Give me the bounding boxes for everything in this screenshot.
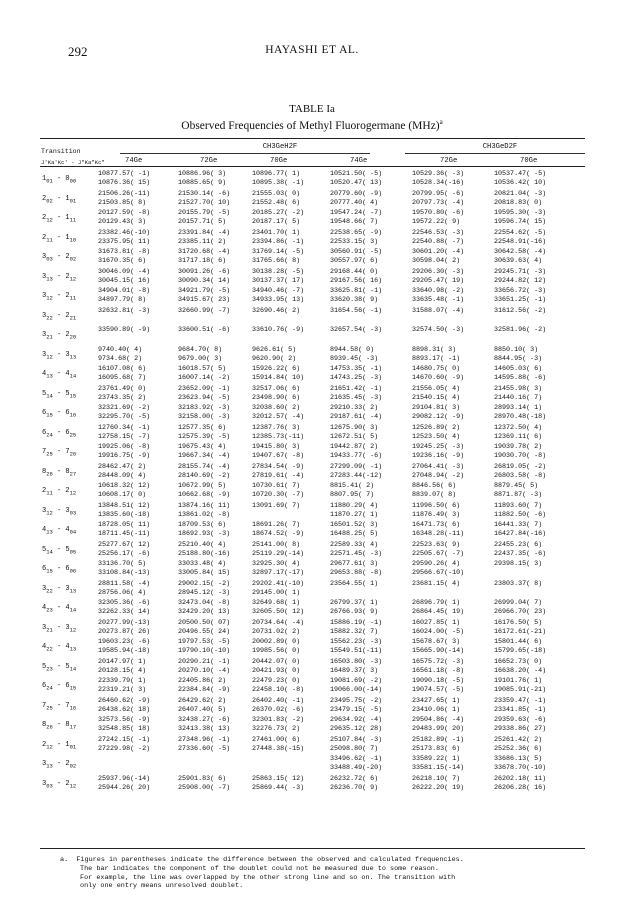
table-row (0, 541, 624, 561)
frequency-cell: 13091.69( 7) (252, 501, 301, 510)
frequency-cell: 16027.85( 1) 16024.00( -5) (412, 618, 465, 636)
frequency-cell: 29359.63( -6) 29338.86( 27) (494, 716, 547, 733)
frequency-cell: 14605.03( 6) 14595.88( -6) (494, 365, 547, 382)
frequency-cell: 23652.09( -1) 23623.94( -5) (178, 384, 231, 402)
frequency-cell: 30138.28( -5) 30137.37( 17) (252, 267, 305, 285)
frequency-cell: 32321.69( -2) 32295.70( -5) (98, 404, 151, 421)
table-row (0, 307, 624, 327)
table-row (0, 482, 624, 502)
frequency-cell: 20290.21( -1) 20270.10( -4) (178, 657, 231, 675)
frequency-cell: 33640.98( -2) 33635.48( -1) (412, 287, 465, 304)
frequency-cell: 25277.67( 12) 25256.17( -6) (98, 540, 151, 558)
frequency-cell: 33496.62( -1) 33488.49(-20) (330, 755, 383, 772)
frequency-cell: 8850.10( 3) 8844.95( -3) (494, 345, 543, 363)
table-row (0, 463, 624, 483)
table-row (0, 775, 624, 795)
frequency-cell: 29590.26( 4) 29566.67(-10) (412, 560, 465, 577)
transition-label: $5_{14} - 5_{05}$ (42, 545, 77, 555)
transition-label: $4_{13} - 4_{04}$ (42, 526, 77, 536)
table-row (0, 385, 624, 405)
frequency-cell: 21556.05( 4) 21540.15( 4) (412, 384, 461, 402)
frequency-cell: 19797.53( -5) 19790.10(-10) (178, 638, 231, 655)
table-row (0, 248, 624, 268)
frequency-cell: 8879.45( 5) 8871.87( -3) (494, 482, 543, 499)
column-header-70ge-h: 70Ge (270, 157, 288, 165)
frequency-cell: 15801.44( 6) 15799.65(-18) (494, 638, 547, 655)
transition-label: $3_{13} - 2_{12}$ (42, 272, 77, 282)
frequency-cell: 21455.98( 3) 21440.16( 7) (494, 384, 543, 402)
frequency-cell: 10529.36( -3) 10528.34(-16) (412, 170, 465, 187)
frequency-cell: 11880.29( 4) 11870.27( 1) (330, 501, 379, 519)
frequency-cell: 25261.42( 2) 25252.36( 6) (494, 735, 543, 753)
frequency-cell: 19603.23( -6) 19585.94(-18) (98, 638, 151, 655)
frequency-cell: 12526.89( 2) 12523.50( 4) (412, 423, 461, 441)
frequency-cell: 20442.07( 0) 20421.93( 0) (252, 657, 301, 675)
frequency-cell: 12760.34( -1) 12758.15( -7) (98, 423, 151, 441)
frequency-cell: 22479.23( 0) 22458.10( -8) (252, 677, 305, 694)
frequency-cell: 11996.50( 6) 11876.49( 3) (412, 501, 461, 519)
frequency-cell: 20500.50( 07) 20496.55( 24) (178, 618, 231, 636)
frequency-cell: 22339.79( 1) 22319.21( 3) (98, 677, 147, 694)
table-row (0, 599, 624, 619)
table-body (0, 170, 624, 794)
transition-label: $3_{21} - 2_{20}$ (42, 331, 77, 341)
table-row (0, 697, 624, 717)
frequency-cell: 26232.72( 6) 26236.70( 9) (330, 774, 379, 792)
frequency-cell: 10730.61( 7) 10720.30( -7) (252, 482, 305, 499)
frequency-cell: 14753.35( -1) 14743.25( -3) (330, 365, 383, 382)
transition-label: $3_{21} - 3_{12}$ (42, 623, 77, 633)
frequency-cell: 32632.81( -3) (98, 306, 151, 315)
table-row (0, 736, 624, 756)
frequency-cell: 33136.70( 5) 33108.84(-13) (98, 560, 151, 577)
frequency-cell: 22523.63( 9) 22505.67( -7) (412, 540, 465, 558)
running-head: HAYASHI ET AL. (265, 44, 359, 56)
frequency-cell: 16441.33( 7) 16427.84(-16) (494, 521, 547, 538)
footnote-line (60, 856, 580, 865)
frequency-cell: 31673.81( -8) 31670.35( 6) (98, 248, 151, 265)
frequency-cell: 20185.27( -2) 20187.17( 5) (252, 209, 305, 226)
table-top-rule (40, 138, 585, 139)
table-row (0, 365, 624, 385)
page-number: 292 (68, 44, 88, 59)
frequency-cell: 22589.33( 4) 22571.45( -3) (330, 540, 383, 558)
frequency-cell: 19570.80( -6) 19572.22( 9) (412, 209, 465, 226)
frequency-cell: 30560.91( -5) 30557.97( 6) (330, 248, 383, 265)
frequency-cell: 32517.06( 6) 23498.90( 6) (252, 384, 301, 402)
transition-label: $3_{03} - 2_{02}$ (42, 253, 77, 263)
frequency-cell: 32473.04( -8) 32429.20( 13) (178, 599, 231, 616)
transition-label: $8_{26} - 8_{27}$ (42, 467, 77, 477)
table-row (0, 190, 624, 210)
frequency-cell: 23359.47( -1) 23341.85( -1) (494, 696, 547, 714)
frequency-cell: 20002.89( 0) 19985.56( 0) (252, 638, 301, 655)
frequency-cell: 19415.80( 3) 19407.67( -8) (252, 443, 305, 460)
page-header (0, 44, 624, 62)
column-header-72ge-d: 72Ge (440, 157, 458, 165)
frequency-cell: 33033.48( 4) 33005.84( 15) (178, 560, 231, 577)
frequency-cell: 32573.56( -9) 32548.85( 18) (98, 716, 151, 733)
frequency-cell: 19101.76( 1) 19085.91(-21) (494, 677, 547, 694)
frequency-cell: 32657.54( -3) (330, 326, 383, 334)
frequency-cell: 20277.99(-13) 20273.87( 26) (98, 618, 151, 636)
frequency-cell: 20147.97( 1) 20128.15( 4) (98, 657, 147, 675)
transition-label: $4_{13} - 4_{14}$ (42, 370, 77, 380)
footnote-line: only one entry means unresolved doublet. (80, 882, 244, 891)
frequency-cell: 20127.59( -8) 20129.43( 3) (98, 209, 151, 226)
frequency-cell: 9740.40( 4) 9734.68( 2) (98, 345, 143, 363)
frequency-cell: 18728.05( 11) 18711.45(-11) (98, 521, 151, 538)
frequency-cell: 33656.72( -3) 33651.25( -1) (494, 287, 547, 304)
frequency-cell: 22546.53( -3) 22540.88( -7) (412, 228, 465, 246)
frequency-cell: 16503.80( -3) 16489.37( 3) (330, 657, 383, 675)
frequency-cell: 19925.06( -8) 19916.75( -9) (98, 443, 151, 460)
transition-label: $3_{13} - 2_{02}$ (42, 760, 77, 770)
table-row (0, 560, 624, 580)
table-row (0, 209, 624, 229)
transition-label: $6_{24} - 6_{25}$ (42, 428, 77, 438)
frequency-cell: 28462.47( 2) 28448.09( 4) (98, 462, 147, 480)
column-header-72ge-h: 72Ge (200, 157, 218, 165)
frequency-cell: 8944.58( 0) 8939.45( -3) (330, 345, 379, 363)
frequency-cell: 34940.46( -7) 34933.95( 13) (252, 287, 305, 304)
frequency-cell: 33600.51( -6) (178, 326, 231, 334)
frequency-cell: 27064.41( -3) 27048.94( -2) (412, 462, 465, 480)
frequency-cell: 16018.57( 5) 16007.14( -2) (178, 365, 231, 382)
frequency-cell: 25863.15( 12) 25869.44( -3) (252, 774, 305, 792)
frequency-cell: 34921.79( -5) 34915.67( 23) (178, 287, 231, 304)
table-row (0, 404, 624, 424)
frequency-cell: 32038.60( 2) 32012.57( -4) (252, 404, 305, 421)
frequency-cell: 26460.62( -9) 26438.62( 18) (98, 696, 151, 714)
frequency-cell: 26202.18( 11) 26206.28( 16) (494, 774, 547, 792)
frequency-cell: 8815.41( 2) 8807.95( 7) (330, 482, 375, 499)
frequency-cell: 25141.00( 8) 25119.29(-14) (252, 540, 305, 558)
frequency-cell: 34904.01( -8) 34897.79( 8) (98, 287, 151, 304)
table-caption (0, 118, 624, 132)
transition-label: $5_{23} - 5_{14}$ (42, 662, 77, 672)
frequency-cell: 25107.84( -3) 25098.80( 7) (330, 735, 383, 753)
frequency-cell: 31769.14( -5) 31765.66( 8) (252, 248, 305, 265)
table-caption-text: Observed Frequencies of Methyl Fluorogermane (MHz) (181, 119, 440, 132)
frequency-cell: 12577.35( 6) 12575.39( -5) (178, 423, 231, 441)
frequency-cell: 27348.96( -1) 27336.60( -5) (178, 735, 231, 753)
frequency-cell: 29398.15( 3) (494, 560, 543, 568)
transition-label: $4_{23} - 4_{14}$ (42, 604, 77, 614)
transition-label: $3_{03} - 2_{12}$ (42, 779, 77, 789)
transition-label: $3_{22} - 3_{13}$ (42, 584, 77, 594)
table-row (0, 638, 624, 658)
frequency-cell: 28811.58( -4) 28756.06( 4) (98, 579, 151, 597)
group-header-ch3ged2f: CH3GeD2F (482, 143, 518, 151)
frequency-cell: 10886.96( 3) 10885.65( 9) (178, 170, 227, 187)
frequency-cell: 10521.50( -5) 10520.47( 13) (330, 170, 383, 187)
transition-label: $3_{12} - 2_{11}$ (42, 292, 77, 302)
table-row (0, 677, 624, 697)
frequency-cell: 12372.50( 4) 12369.11( 6) (494, 423, 543, 441)
transition-label: $4_{22} - 4_{13}$ (42, 643, 77, 653)
frequency-cell: 10618.32( 12) 10608.17( 0) (98, 482, 151, 499)
frequency-cell: 32925.30( 4) 32897.17(-17) (252, 560, 305, 577)
table-row (0, 346, 624, 366)
quantum-number-header: J'Ka'Kc' - J"Ka"Kc" (41, 159, 105, 166)
frequency-cell: 26896.79( 1) 26864.45( 19) (412, 599, 465, 616)
transition-header: Transition (41, 148, 81, 155)
frequency-cell: 25937.96(-14) 25944.26( 20) (98, 774, 151, 792)
frequency-cell: 32301.83( -2) 32276.73( 2) (252, 716, 305, 733)
frequency-cell: 18709.53( 6) 18692.93( -3) (178, 521, 231, 538)
table-row (0, 268, 624, 288)
footnote-line-text: Figures in parentheses indicate the difference between the observed and calculated frequencies. (76, 856, 464, 864)
table-caption-footnote-marker: a (439, 118, 443, 126)
table-row (0, 326, 624, 346)
frequency-cell: 30642.58( -4) 30639.63( 4) (494, 248, 547, 265)
frequency-cell: 9684.70( 8) 9679.00( 3) (178, 345, 223, 363)
frequency-cell: 19081.69( -2) 19066.00(-14) (330, 677, 383, 694)
frequency-cell: 15926.22( 6) 15914.84( 10) (252, 365, 305, 382)
frequency-cell: 30601.20( -4) 30598.04( 2) (412, 248, 465, 265)
frequency-cell: 19547.24( -7) 19548.66( 7) (330, 209, 383, 226)
frequency-cell: 31588.07( -4) (412, 306, 465, 315)
frequency-cell: 21651.42( -1) 21635.45( -3) (330, 384, 383, 402)
transition-label: $5_{14} - 5_{15}$ (42, 389, 77, 399)
frequency-cell: 33686.13( 5) 33678.70(-10) (494, 755, 547, 772)
frequency-cell: 32574.50( -3) (412, 326, 465, 334)
frequency-cell: 23564.55( 1) (330, 579, 379, 588)
frequency-cell: 29634.92( -4) 29635.12( 28) (330, 716, 383, 733)
table-row (0, 424, 624, 444)
frequency-cell: 16652.73( 0) 16638.20( -4) (494, 657, 547, 675)
frequency-cell: 14680.75( 0) 14670.60( -9) (412, 365, 465, 382)
table-row (0, 580, 624, 600)
column-header-74ge-d: 74Ge (350, 157, 368, 165)
frequency-cell: 25901.83( 6) 25908.00( -7) (178, 774, 231, 792)
table-row (0, 716, 624, 736)
transition-label: $7_{25} - 7_{26}$ (42, 448, 77, 458)
frequency-cell: 25210.40( 4) 25188.80(-16) (178, 540, 231, 558)
frequency-cell: 19442.87( 2) 19433.77( -6) (330, 443, 383, 460)
frequency-cell: 23761.49( 0) 23743.35( 2) (98, 384, 147, 402)
frequency-cell: 10537.47( -5) 10536.42( 10) (494, 170, 547, 187)
frequency-cell: 16107.08( 6) 16095.68( 7) (98, 365, 147, 382)
frequency-cell: 27299.09( -1) 27283.44(-12) (330, 462, 383, 480)
frequency-cell: 32581.96( -2) (494, 326, 547, 334)
frequency-cell: 30046.09( -4) 30045.15( 16) (98, 267, 151, 285)
frequency-cell: 19595.30( -3) 19596.74( 15) (494, 209, 547, 226)
frequency-cell: 26402.40( -1) 26370.02( -6) (252, 696, 305, 714)
table-row (0, 287, 624, 307)
frequency-cell: 15886.19( -1) 15882.32( 7) (330, 618, 383, 636)
transition-label: $6_{15} - 6_{16}$ (42, 409, 77, 419)
frequency-cell: 20155.79( -5) 20157.71( 5) (178, 209, 231, 226)
footnote (60, 856, 580, 891)
frequency-cell: 10896.77( 1) 10895.38( -1) (252, 170, 305, 187)
transition-label: $3_{12} - 3_{13}$ (42, 350, 77, 360)
transition-label: $2_{12} - 1_{01}$ (42, 740, 77, 750)
table-row (0, 755, 624, 775)
frequency-cell: 16501.52( 3) 16488.25( 5) (330, 521, 379, 538)
frequency-cell: 33590.89( -9) (98, 326, 151, 334)
table-row (0, 502, 624, 522)
frequency-cell: 30091.26( -6) 30090.34( 14) (178, 267, 231, 285)
frequency-cell: 13848.51( 12) 13835.60(-18) (98, 501, 151, 519)
frequency-cell: 22455.23( 6) 22437.35( -6) (494, 540, 547, 558)
frequency-cell: 27834.54( -9) 27819.61( -4) (252, 462, 305, 480)
frequency-cell: 20821.04( -3) 20818.83( 0) (494, 189, 547, 207)
frequency-cell: 19675.43( 4) 19667.34( -4) (178, 443, 231, 460)
table-row (0, 229, 624, 249)
column-header-70ge-d: 70Ge (520, 157, 538, 165)
frequency-cell: 28993.14( 1) 28970.48(-18) (494, 404, 547, 421)
group-header-ch3geh2f: CH3GeH2F (262, 143, 298, 151)
frequency-cell: 21530.14( -6) 21527.70( 10) (178, 189, 231, 207)
frequency-cell: 21555.03( 0) 21552.48( 6) (252, 189, 301, 207)
frequency-cell: 26429.62( 2) 26407.40( 5) (178, 696, 227, 714)
frequency-cell: 8898.31( 3) 8893.17( -1) (412, 345, 461, 363)
frequency-cell: 9626.61( 5) 9620.90( 2) (252, 345, 297, 363)
frequency-cell: 23401.70( 1) 23394.86( -1) (252, 228, 305, 246)
frequency-cell: 29104.81( 3) 29082.12( -9) (412, 404, 465, 421)
frequency-cell: 19245.25( -3) 19236.16( -9) (412, 443, 465, 460)
frequency-cell: 26218.10( 7) 26222.20( 19) (412, 774, 465, 792)
frequency-cell: 8846.56( 6) 8839.07( 8) (412, 482, 457, 499)
frequency-cell: 22554.62( -5) 22548.91(-16) (494, 228, 547, 246)
frequency-cell: 29168.44( 0) 29167.56( 16) (330, 267, 383, 285)
frequency-cell: 31654.56( -1) (330, 306, 383, 315)
frequency-cell: 32183.92( -3) 32158.00( -3) (178, 404, 231, 421)
transition-label: $2_{11} - 2_{12}$ (42, 487, 77, 497)
frequency-cell: 21506.26(-11) 21503.85( 8) (98, 189, 151, 207)
group-underline-2 (405, 153, 585, 154)
table-row (0, 619, 624, 639)
transition-label: $1_{01} - 0_{00}$ (42, 175, 77, 185)
frequency-cell: 15678.67( 3) 15665.90(-14) (412, 638, 465, 655)
frequency-cell: 19090.18( -5) 19074.57( -5) (412, 677, 465, 694)
frequency-cell: 28155.74( -4) 28140.69( -2) (178, 462, 231, 480)
frequency-cell: 12387.76( 3) 12385.73(-11) (252, 423, 305, 441)
frequency-cell: 20779.60( -9) 20777.40( 4) (330, 189, 383, 207)
frequency-cell: 26799.37( 1) 26766.93( 9) (330, 599, 379, 616)
frequency-cell: 29677.61( 3) 29653.88( -8) (330, 560, 383, 577)
frequency-cell: 26999.04( 7) 26966.70( 23) (494, 599, 547, 616)
frequency-cell: 16176.50( 5) 16172.61(-21) (494, 618, 547, 636)
frequency-cell: 23391.84( -4) 23385.11( 2) (178, 228, 231, 246)
table-row (0, 170, 624, 190)
frequency-cell: 22405.86( 2) 22384.84( -9) (178, 677, 231, 694)
frequency-cell: 23803.37( 8) (494, 579, 543, 588)
footnote-line: For example, the line was overlapped by the other strong line and so on. The transition with (80, 873, 456, 882)
table-header-rule (40, 166, 585, 167)
footnote-marker: a. (60, 856, 69, 864)
frequency-cell: 16471.73( 6) 16348.28(-11) (412, 521, 465, 538)
frequency-cell: 32305.36( -6) 32262.33( 14) (98, 599, 151, 616)
frequency-cell: 23495.75( -2) 23479.15( -5) (330, 696, 383, 714)
frequency-cell: 29002.15( -2) 28945.12( -3) (178, 579, 231, 597)
frequency-cell: 31720.68( -4) 31717.18( 6) (178, 248, 231, 265)
table-bottom-rule (40, 848, 585, 849)
frequency-cell: 27242.15( -1) 27229.98( -2) (98, 735, 151, 753)
transition-label: $7_{25} - 7_{16}$ (42, 701, 77, 711)
transition-label: $3_{22} - 2_{21}$ (42, 311, 77, 321)
frequency-cell: 10672.99( 5) 10662.68( -9) (178, 482, 231, 499)
frequency-cell: 23427.65( 1) 23410.06( 1) (412, 696, 461, 714)
frequency-cell: 25182.89( -1) 25173.83( 6) (412, 735, 465, 753)
frequency-cell: 20734.64( -4) 20731.02( 2) (252, 618, 305, 636)
frequency-cell: 16575.72( -3) 16561.18( -8) (412, 657, 465, 675)
frequency-cell: 33610.76( -9) (252, 326, 305, 334)
frequency-cell: 27461.00( 6) 27448.38(-15) (252, 735, 305, 753)
frequency-cell: 11893.60( 7) 11882.50( -6) (494, 501, 547, 519)
frequency-cell: 29245.71( -3) 29244.82( 12) (494, 267, 547, 285)
frequency-cell: 29202.41(-10) 29145.00( 1) (252, 579, 305, 597)
frequency-cell: 18691.26( 7) 18674.52( -9) (252, 521, 305, 538)
transition-label: $2_{02} - 1_{01}$ (42, 194, 77, 204)
transition-label: $6_{15} - 6_{06}$ (42, 565, 77, 575)
footnote-line: The bar indicates the component of the doublet could not be measured due to some reason. (80, 864, 439, 873)
frequency-cell: 31612.56( -2) (494, 306, 547, 315)
column-header-74ge-h: 74Ge (125, 157, 143, 165)
transition-label: $3_{12} - 3_{03}$ (42, 506, 77, 516)
frequency-cell: 12675.90( 3) 12672.51( 5) (330, 423, 379, 441)
group-underline-1 (120, 153, 370, 154)
frequency-cell: 33589.22( 1) 33581.15(-14) (412, 755, 465, 772)
table-row (0, 443, 624, 463)
transition-label: $2_{11} - 1_{10}$ (42, 233, 77, 243)
frequency-cell: 15562.23( -3) 15549.51(-11) (330, 638, 383, 655)
transition-label: $6_{24} - 6_{15}$ (42, 682, 77, 692)
transition-label: $8_{26} - 8_{17}$ (42, 721, 77, 731)
frequency-cell: 32438.27( -6) 32413.38( 13) (178, 716, 231, 733)
frequency-cell: 32649.68( 1) 32605.50( 12) (252, 599, 305, 616)
frequency-cell: 23681.15( 4) (412, 579, 461, 588)
frequency-cell: 32660.99( -7) (178, 306, 231, 315)
frequency-cell: 33625.81( -1) 33620.38( 9) (330, 287, 383, 304)
frequency-cell: 26819.05( -2) 26803.58( -8) (494, 462, 547, 480)
table-row (0, 658, 624, 678)
frequency-cell: 13874.16( 11) 13861.02( -8) (178, 501, 231, 519)
transition-label: $2_{12} - 1_{11}$ (42, 214, 77, 224)
table-row (0, 521, 624, 541)
frequency-cell: 32690.46( 2) (252, 306, 301, 315)
frequency-cell: 20799.95( -6) 20797.73( -4) (412, 189, 465, 207)
frequency-cell: 23382.46(-10) 23375.95( 11) (98, 228, 151, 246)
frequency-cell: 10877.57( -1) 10876.36( 15) (98, 170, 151, 187)
frequency-cell: 29504.86( -4) 29483.99( 20) (412, 716, 465, 733)
table-label: TABLE Ia (289, 103, 335, 115)
frequency-cell: 29206.30( -3) 29205.47( 19) (412, 267, 465, 285)
frequency-cell: 19039.78( 2) 19030.70( -8) (494, 443, 547, 460)
frequency-cell: 22538.65( -9) 22533.15( 3) (330, 228, 383, 246)
frequency-cell: 29210.33( 2) 29187.61( -4) (330, 404, 383, 421)
